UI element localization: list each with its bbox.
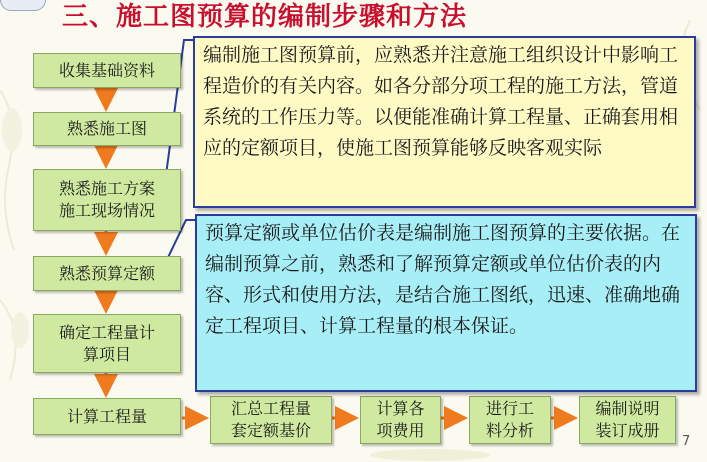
step-label-line2: 装订成册 [595, 421, 660, 440]
step-label-line2: 项费用 [376, 421, 425, 440]
page-title: 三、施工图预算的编制步骤和方法 [62, 2, 468, 32]
step-label-line1: 进行工 [485, 399, 534, 418]
step-label-line1: 编制说明 [595, 399, 660, 418]
step-label-line2: 料分析 [485, 421, 534, 440]
step-compute-fees [360, 396, 441, 444]
step-label: 熟悉预算定额 [58, 263, 155, 283]
step-summarize [210, 396, 332, 444]
step-collect-data [33, 53, 181, 88]
step-label: 计算工程量 [66, 406, 147, 426]
step-label-line2: 套定额基价 [230, 421, 311, 440]
step-label-line1: 汇总工程量 [230, 399, 311, 418]
step-study-drawings [33, 112, 181, 146]
step-label: 收集基础资料 [58, 60, 155, 80]
step-compute-quantities [33, 398, 181, 435]
step-determine-items [33, 314, 181, 373]
school-logo [0, 0, 46, 11]
step-label-line1: 确定工程量计 [58, 322, 155, 342]
step-label-line2: 算项目 [82, 344, 131, 364]
step-label-line2: 施工现场情况 [58, 201, 155, 220]
step-label-line1: 熟悉施工方案 [58, 179, 155, 198]
step-compile-report [579, 396, 676, 444]
step-study-plan [33, 169, 181, 231]
step-label: 熟悉施工图 [66, 119, 147, 138]
page-number: 7 [682, 434, 691, 449]
note-quota-basis [195, 214, 697, 392]
note-text: 编制施工图预算前，应熟悉并注意施工组织设计中影响工程造价的有关内容。如各分部分项工程的施工方法，管道系统的工作压力等。以便能准确计算工程量、正确套用相应的定额项目，使施工图预算能够反映客观实际 [203, 44, 679, 159]
step-label-line1: 计算各 [376, 399, 425, 418]
note-construction-plan [193, 36, 696, 208]
step-study-quota [33, 256, 181, 291]
note-text: 预算定额或单位估价表是编制施工图预算的主要依据。在编制预算之前，熟悉和了解预算定额或单位估价表的内容、形式和使用方法，是结合施工图纸，迅速、准确地确定工程项目、计算工程量的根本保证。 [205, 222, 681, 337]
step-material-analysis [469, 396, 551, 444]
